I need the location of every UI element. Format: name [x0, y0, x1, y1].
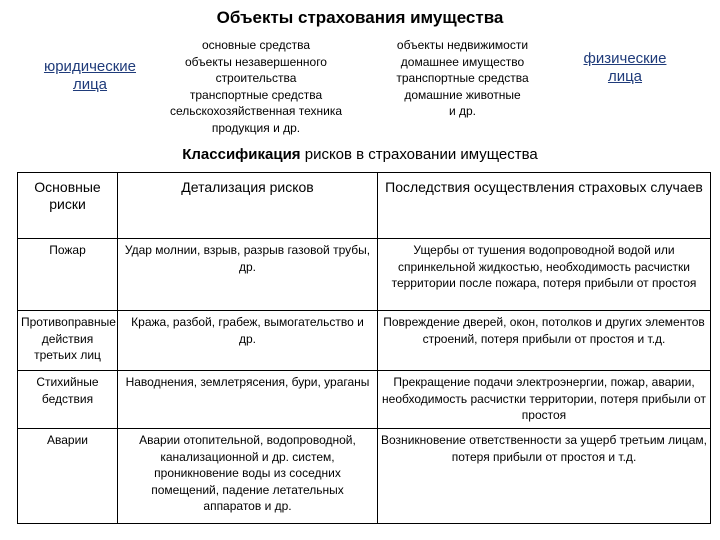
consequences-cell: Прекращение подачи электроэнергии, пожар, аварии, необходимость расчистки территории, потеря прибыли от простоя [378, 371, 711, 429]
list-item: продукция и др. [211, 120, 301, 135]
details-cell: Кража, разбой, грабеж, вымогательство и др. [118, 311, 378, 371]
table-row [18, 429, 711, 524]
section-subtitle [0, 146, 720, 163]
consequences-cell: Повреждение дверей, окон, потолков и других элементов строений, потеря прибыли от простоя и т.д. [378, 311, 711, 371]
risk-cell: Пожар [18, 239, 118, 311]
legal-entities-label-line: юридические [43, 58, 137, 75]
list-item: сельскохозяйственная техника [169, 104, 343, 119]
list-item: основные средства [201, 38, 311, 52]
legal-entities-label-line: лица [72, 76, 108, 93]
column-header: Последствия осуществления страховых случаев [378, 173, 711, 239]
column-header: Детализация рисков [118, 173, 378, 239]
column-header: Основные риски [18, 173, 118, 239]
list-item: строительства [215, 71, 297, 86]
list-item: домашние животные [404, 87, 521, 102]
legal-entities-label [28, 58, 152, 94]
consequences-cell: Ущербы от тушения водопроводной водой или спринкельной жидкостью, необходимость расчистки территории после пожара, потеря прибыли от простоя [378, 239, 711, 311]
individuals-label-line: лица [607, 68, 643, 85]
table-row [18, 311, 711, 371]
details-cell: Наводнения, землетрясения, бури, ураганы [118, 371, 378, 429]
risk-cell: Противоправные действия третьих лиц [18, 311, 118, 371]
subtitle-rest: рисков в страховании имущества [300, 146, 538, 163]
consequences-cell: Возникновение ответственности за ущерб третьим лицам, потеря прибыли от простоя и т.д. [378, 429, 711, 524]
risk-cell: Стихийные бедствия [18, 371, 118, 429]
legal-entities-objects-list [150, 37, 362, 137]
list-item: объекты недвижимости [396, 38, 529, 52]
individuals-label-line: физические [583, 50, 667, 67]
list-item: объекты незавершенного [185, 54, 327, 69]
list-item: транспортные средства [396, 71, 529, 86]
table-header-row [18, 173, 711, 239]
list-item: и др. [448, 104, 477, 119]
individuals-label [556, 50, 694, 86]
list-item: транспортные средства [189, 87, 323, 102]
details-cell: Удар молнии, взрыв, разрыв газовой трубы, др. [118, 239, 378, 311]
subtitle-bold: Классификация [182, 146, 301, 163]
risk-cell: Аварии [18, 429, 118, 524]
individuals-objects-list [375, 37, 550, 120]
details-cell: Аварии отопительной, водопроводной, канализационной и др. систем, проникновение воды из соседних помещений, падение летательных аппаратов и др. [118, 429, 378, 524]
risk-classification-table [17, 172, 711, 524]
table-row [18, 239, 711, 311]
table-row [18, 371, 711, 429]
list-item: домашнее имущество [400, 54, 525, 69]
page-title: Объекты страхования имущества [216, 8, 504, 27]
